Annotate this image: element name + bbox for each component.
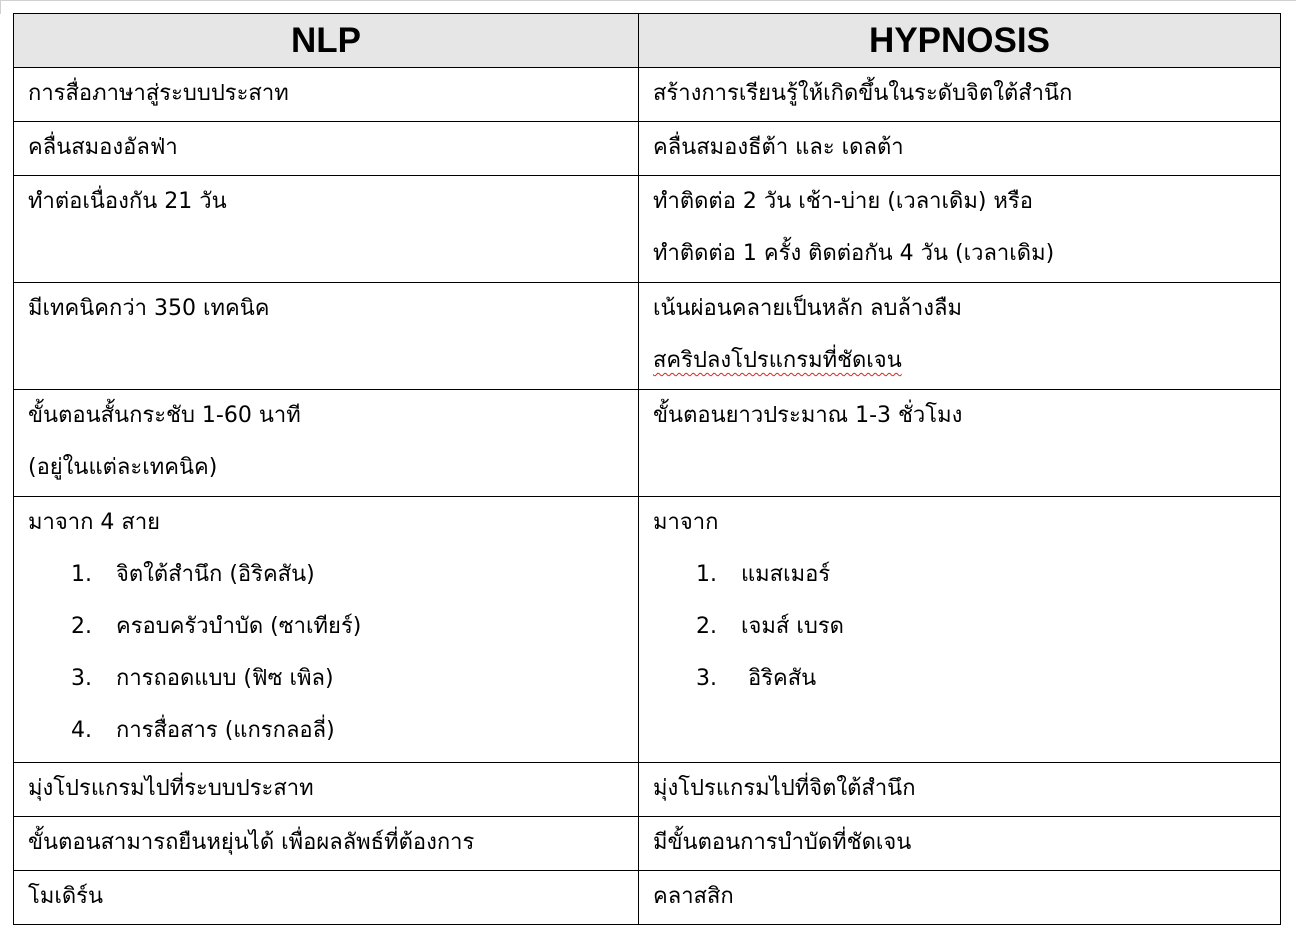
list-number: 3. [71,666,92,691]
header-nlp: NLP [14,14,639,68]
hypnosis-cell [639,283,1281,390]
cell-text: มีเทคนิคกว่า 350 เทคนิค [28,296,270,321]
nlp-cell [14,871,639,925]
cell-text: คลื่นสมองธีต้า และ เดลต้า [653,135,904,160]
table-row [14,283,1281,390]
list-item [14,549,638,601]
list-number: 1. [71,562,92,587]
cell-text: คลาสสิก [653,884,734,909]
table-row [14,390,1281,497]
list-item [639,653,1280,705]
list-text: เจมส์ เบรด [741,614,844,639]
table-row [14,817,1281,871]
cell-text: ทำติดต่อ 2 วัน เช้า-บ่าย (เวลาเดิม) หรือ [653,189,1033,214]
list-item [14,601,638,653]
list-text: การสื่อสาร (แกรกลอลี่) [116,718,335,743]
list-number: 4. [71,718,92,743]
cell-text: ขั้นตอนยาวประมาณ 1-3 ชั่วโมง [653,403,963,428]
hypnosis-cell [639,763,1281,817]
table-row [14,68,1281,122]
hypnosis-cell [639,68,1281,122]
cell-text: มีขั้นตอนการบำบัดที่ชัดเจน [653,830,912,855]
nlp-cell [14,817,639,871]
cell-text: ทำต่อเนื่องกัน 21 วัน [28,189,227,214]
table-row [14,122,1281,176]
nlp-cell [14,763,639,817]
nlp-cell [14,122,639,176]
hypnosis-cell [639,497,1281,763]
nlp-cell [14,283,639,390]
cell-text: สร้างการเรียนรู้ให้เกิดขึ้นในระดับจิตใต้สำนึก [653,81,1073,106]
list-intro: มาจาก [653,510,719,535]
list-item [14,653,638,705]
list-text: การถอดแบบ (ฟิซ เพิล) [116,666,334,691]
cell-text: โมเดิร์น [28,884,103,909]
list-item [14,705,638,757]
page-left-edge [0,0,1,14]
page-top-edge [0,0,1296,1]
nlp-cell [14,497,639,763]
list-item [639,601,1280,653]
nlp-cell [14,176,639,283]
header-row [14,14,1281,68]
list-number: 3. [696,666,717,691]
cell-text: มุ่งโปรแกรมไปที่ระบบประสาท [28,776,314,801]
hypnosis-cell [639,122,1281,176]
hypnosis-cell [639,390,1281,497]
cell-text: คลื่นสมองอัลฟ่า [28,135,178,160]
hypnosis-cell [639,871,1281,925]
cell-text: การสื่อภาษาสู่ระบบประสาท [28,81,289,106]
list-text: อิริคสัน [741,666,817,691]
table-row [14,497,1281,763]
hypnosis-cell [639,817,1281,871]
list-intro: มาจาก 4 สาย [28,510,161,535]
spellcheck-underline-text: สคริปลงโปรแกรมที่ชัดเจน [653,348,902,373]
cell-text: มุ่งโปรแกรมไปที่จิตใต้สำนึก [653,776,916,801]
table-row [14,176,1281,283]
list-text: แมสเมอร์ [741,562,831,587]
cell-text: ขั้นตอนสามารถยืนหยุ่นได้ เพื่อผลลัพธ์ที่ต้องการ [28,830,475,855]
list-number: 2. [71,614,92,639]
hypnosis-cell [639,176,1281,283]
list-number: 2. [696,614,717,639]
table-row [14,871,1281,925]
cell-text: (อยู่ในแต่ละเทคนิค) [28,455,218,480]
nlp-cell [14,390,639,497]
nlp-cell [14,68,639,122]
list-item [639,549,1280,601]
cell-text-spellcheck [639,335,1280,387]
cell-text: เน้นผ่อนคลายเป็นหลัก ลบล้างลืม [653,296,963,321]
comparison-table [13,13,1281,925]
list-text: ครอบครัวบำบัด (ซาเทียร์) [116,614,362,639]
list-number: 1. [696,562,717,587]
header-hypnosis: HYPNOSIS [639,14,1281,68]
cell-text: ทำติดต่อ 1 ครั้ง ติดต่อกัน 4 วัน (เวลาเดิม) [653,241,1055,266]
list-text: จิตใต้สำนึก (อิริคสัน) [116,562,315,587]
table-row [14,763,1281,817]
cell-text: ขั้นตอนสั้นกระชับ 1-60 นาที [28,403,301,428]
